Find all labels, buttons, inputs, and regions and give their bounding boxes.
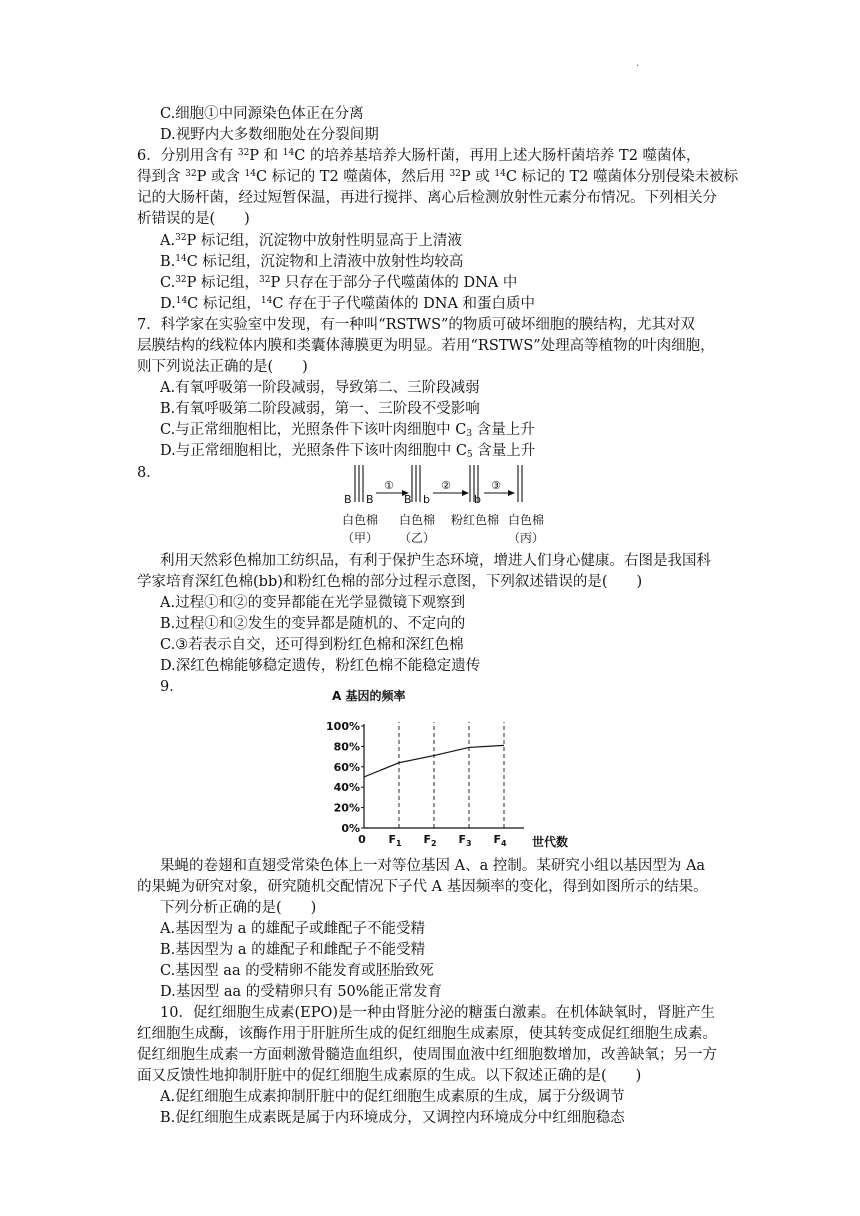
gene-label: B (344, 493, 352, 506)
gene-label: b (474, 493, 481, 506)
chart-ylabel: A 基因的频率 (332, 689, 406, 703)
q10-stem-line: 10．促红细胞生成素(EPO)是一种由肾脏分泌的糖蛋白激素。在机体缺氧时，肾脏产生 (160, 1005, 715, 1021)
q8-option-c: C.③若表示自交，还可得到粉红色棉和深红色棉 (160, 637, 464, 653)
step-label: ② (441, 479, 451, 492)
y-tick-label: 20% (333, 801, 360, 815)
cotton-tag: （甲） (341, 531, 379, 545)
q9-allele-frequency-chart (320, 684, 580, 858)
arrow-head-icon (462, 490, 469, 496)
q9-option-c: C.基因型 aa 的受精卵不能发育或胚胎致死 (160, 963, 434, 979)
q8-stem-line: 利用天然彩色棉加工纺织品，有利于保护生态环境，增进人们身心健康。右图是我国科 (160, 553, 711, 569)
q6-stem-line: 6．分别用含有 $^{32}$P 和 $^{14}$C 的培养基培养大肠杆菌，再用上述大肠杆菌培养 T2 噬菌体， (137, 148, 701, 164)
q9-option-d: D.基因型 aa 的受精卵只有 50%能正常发育 (160, 984, 443, 1000)
q8-option-b: B.过程①和②发生的变异都是随机的、不定向的 (160, 616, 466, 632)
q7-option-d: D.与正常细胞相比，光照条件下该叶肉细胞中 $C_5$ 含量上升 (160, 443, 536, 460)
step-label: ③ (491, 479, 501, 492)
q9-stem-line: 的果蝇为研究对象，研究随机交配情况下子代 A 基因频率的变化，得到如图所示的结果。 (137, 879, 708, 895)
q7-option-a: A.有氧呼吸第一阶段减弱，导致第二、三阶段减弱 (160, 380, 480, 396)
gene-label: B (404, 493, 412, 506)
y-tick-label: 0% (341, 822, 360, 835)
q7-option-c: C.与正常细胞相比，光照条件下该叶肉细胞中 $C_3$ 含量上升 (160, 422, 535, 439)
x-tick-label: $F_3$ (458, 833, 472, 848)
x-tick-label: $F_2$ (423, 833, 437, 848)
cotton-tag: （丙） (507, 531, 545, 545)
q7-stem-line: 层膜结构的线粒体内膜和类囊体薄膜更为明显。若用“RSTWS”处理高等植物的叶肉细胞， (137, 338, 715, 354)
gene-label: b (423, 493, 430, 506)
q6-stem-line: 析错误的是( ) (137, 211, 250, 227)
q10-stem-line: 促红细胞生成素一方面刺激骨髓造血组织，使周围血液中红细胞数增加，改善缺氧；另一方 (137, 1047, 717, 1063)
step-label: ① (384, 479, 394, 492)
q6-option-a: A.$^{32}$P 标记组，沉淀物中放射性明显高于上清液 (160, 233, 462, 249)
q10-option-a: A.促红细胞生成素抑制肝脏中的促红细胞生成素原的生成，属于分级调节 (160, 1089, 625, 1105)
q7-stem-line: 则下列说法正确的是( ) (137, 359, 308, 375)
q7-stem-line: 7．科学家在实验室中发现，有一种叫“RSTWS”的物质可破坏细胞的膜结构，尤其对双 (137, 317, 695, 333)
y-tick-label: 40% (333, 781, 360, 795)
cotton-name: 白色棉 (341, 513, 379, 527)
q8-number: 8． (137, 465, 161, 481)
chart-xlabel: 世代数 (532, 835, 569, 849)
header-mark: . (636, 58, 640, 69)
cotton-tag: （乙） (398, 531, 436, 545)
q6-stem-line: 得到含 $^{32}$P 或含 $^{14}$C 标记的 T2 噬菌体，然后用 $^{32}$P 或 $^{14}$C 标记的 T2 噬菌体分别侵染未被标 (137, 169, 739, 185)
q8-option-a: A.过程①和②的变异都能在光学显微镜下观察到 (160, 595, 466, 611)
q6-stem-line: 记的大肠杆菌，经过短暂保温，再进行搅拌、离心后检测放射性元素分布情况。下列相关分 (137, 190, 717, 206)
q6-option-d: D.$^{14}$C 标记组，$^{14}$C 存在于子代噬菌体的 DNA 和蛋白质中 (160, 296, 536, 312)
cotton-name: 白色棉 (398, 513, 436, 527)
gene-label: B (366, 493, 374, 506)
q6-option-b: B.$^{14}$C 标记组，沉淀物和上清液中放射性均较高 (160, 254, 464, 270)
q5-option-c: C.细胞①中同源染色体正在分离 (160, 106, 364, 122)
q9-stem-line: 果蝇的卷翅和直翅受常染色体上一对等位基因 A、a 控制。某研究小组以基因型为 Aa (160, 858, 706, 874)
q9-option-b: B.基因型为 a 的雄配子和雌配子不能受精 (160, 942, 426, 958)
y-tick-label: 80% (333, 740, 360, 754)
x-tick-label: 0 (358, 833, 366, 846)
q9-number: 9． (160, 679, 184, 695)
q10-option-b: B.促红细胞生成素既是属于内环境成分，又调控内环境成分中红细胞稳态 (160, 1110, 625, 1126)
q10-stem-line: 面又反馈性地抑制肝脏中的促红细胞生成素原的生成。以下叙述正确的是( ) (137, 1068, 642, 1084)
q8-stem-line: 学家培育深红色棉(bb)和粉红色棉的部分过程示意图，下列叙述错误的是( ) (137, 574, 643, 590)
y-tick-label: 100% (326, 720, 360, 733)
q7-option-b: B.有氧呼吸第二阶段减弱，第一、三阶段不受影响 (160, 401, 480, 417)
cotton-name: 白色棉 (507, 513, 545, 527)
q9-stem-line: 下列分析正确的是( ) (160, 900, 317, 916)
q10-stem-line: 红细胞生成酶，该酶作用于肝脏所生成的促红细胞生成素原，使其转变成促红细胞生成素。 (137, 1026, 717, 1042)
x-tick-label: $F_1$ (388, 833, 402, 848)
cotton-name: 粉红色棉 (450, 513, 500, 527)
y-tick-label: 60% (333, 760, 360, 774)
q9-option-a: A.基因型为 a 的雄配子或雌配子不能受精 (160, 921, 425, 937)
x-tick-label: $F_4$ (493, 833, 507, 848)
q8-option-d: D.深红色棉能够稳定遗传，粉红色棉不能稳定遗传 (160, 658, 481, 674)
arrow-head-icon (508, 490, 515, 496)
q8-breeding-diagram (330, 460, 570, 548)
q5-option-d: D.视野内大多数细胞处在分裂间期 (160, 127, 379, 143)
q6-option-c: C.$^{32}$P 标记组，$^{32}$P 只存在于部分子代噬菌体的 DNA 中 (160, 275, 518, 291)
